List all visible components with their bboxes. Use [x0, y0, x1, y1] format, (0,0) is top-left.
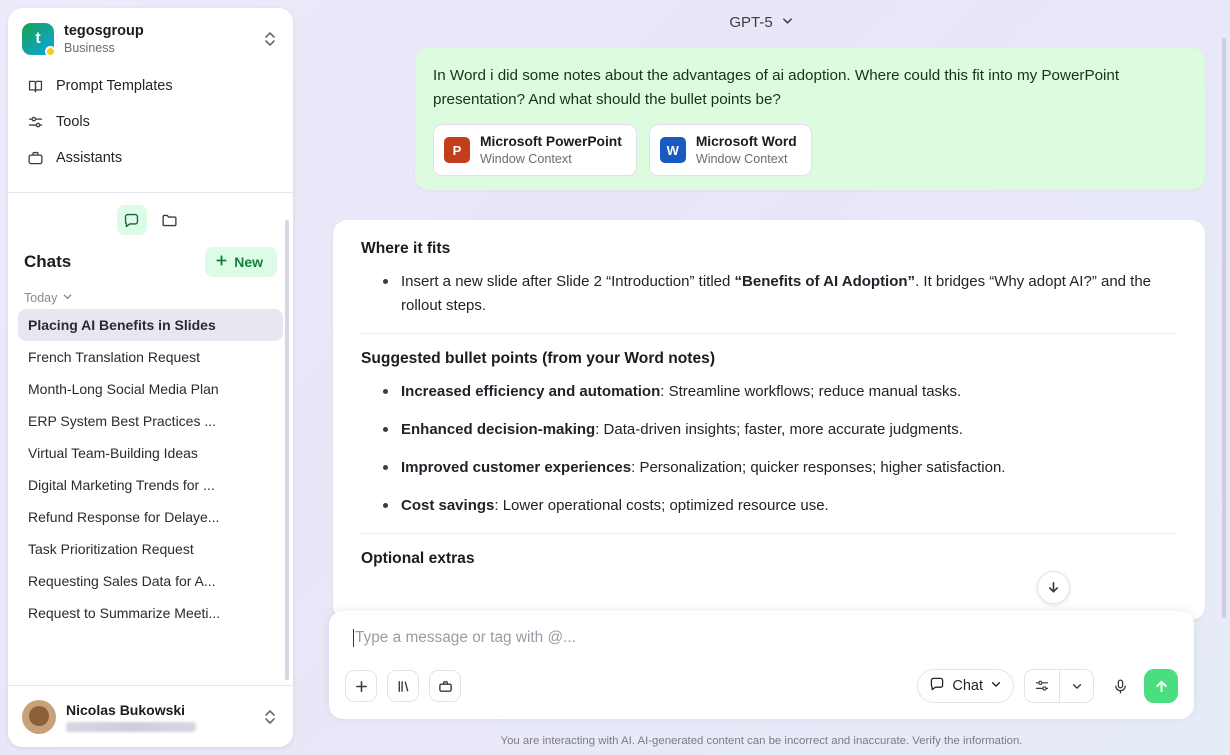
- bullet-text-part: Improved customer experiences: [401, 459, 632, 477]
- ai-disclaimer: You are interacting with AI. AI-generated content can be incorrect and inaccurate. Verify the information.: [500, 735, 1023, 747]
- chat-item-title: Request to Summarize Meeti...: [28, 605, 221, 622]
- sidebar-item-label: Assistants: [56, 150, 123, 167]
- chat-item-title: Task Prioritization Request: [28, 541, 194, 558]
- main-scrollbar[interactable]: [1222, 38, 1226, 618]
- chat-list: [8, 309, 293, 685]
- bullet-text-part: Increased efficiency and automation: [401, 382, 661, 400]
- list-item[interactable]: [18, 405, 283, 437]
- folders-tab[interactable]: [155, 205, 185, 235]
- context-card-subtitle: Window Context: [695, 152, 788, 167]
- list-item[interactable]: [18, 341, 283, 373]
- chevron-updown-icon[interactable]: [263, 708, 279, 726]
- list-item: [383, 418, 1177, 442]
- model-selector-row: [293, 0, 1230, 44]
- chevron-down-icon[interactable]: [1059, 670, 1093, 702]
- main-panel: [293, 0, 1230, 755]
- context-card-powerpoint[interactable]: [433, 124, 637, 176]
- chat-mode-label: Chat: [952, 678, 983, 694]
- organization-switcher[interactable]: [8, 8, 293, 66]
- bullet-text-part: . It bridges “Why adopt AI?” and the rollout steps.: [401, 273, 1152, 315]
- sidebar-nav: [8, 66, 293, 186]
- list-item[interactable]: [18, 373, 283, 405]
- bullet-text-part: Insert a new slide after Slide 2 “Introduction” titled: [401, 273, 735, 290]
- sidebar-view-tabs: [8, 193, 293, 243]
- sidebar-scrollbar[interactable]: [285, 220, 289, 680]
- new-chat-button[interactable]: [205, 247, 277, 277]
- sidebar-item-tools[interactable]: [18, 104, 283, 140]
- word-icon-letter: W: [666, 142, 679, 158]
- organization-plan: Business: [64, 41, 115, 56]
- bullet-text-part: Enhanced decision-making: [401, 420, 596, 438]
- chevron-down-icon: [781, 14, 794, 31]
- list-item[interactable]: [18, 501, 283, 533]
- chevron-down-icon: [62, 291, 73, 305]
- assistant-answer-card: [333, 220, 1205, 620]
- user-message-bubble: [415, 48, 1205, 190]
- list-item: [383, 456, 1177, 480]
- organization-avatar-initial: t: [35, 30, 41, 48]
- organization-name: tegosgroup: [64, 23, 144, 39]
- chat-item-title: Digital Marketing Trends for ...: [28, 477, 215, 494]
- answer-section-heading: Suggested bullet points (from your Word notes): [361, 349, 716, 367]
- list-item[interactable]: [18, 565, 283, 597]
- chat-item-title: ERP System Best Practices ...: [28, 413, 217, 430]
- text-caret: [353, 629, 354, 647]
- list-item[interactable]: [18, 533, 283, 565]
- chat-item-title: Month-Long Social Media Plan: [28, 381, 219, 398]
- settings-sliders-icon[interactable]: [1025, 670, 1059, 702]
- chat-item-title: French Translation Request: [28, 349, 200, 366]
- microphone-icon[interactable]: [1104, 670, 1136, 702]
- sidebar-item-label: Tools: [56, 114, 90, 131]
- list-item[interactable]: [18, 469, 283, 501]
- bullet-text-part: : Streamline workflows; reduce manual tasks.: [660, 382, 962, 400]
- word-icon: [660, 137, 686, 163]
- attach-plus-button[interactable]: [345, 670, 377, 702]
- list-item: [383, 380, 1177, 404]
- answer-bullet-list-1: [361, 270, 1177, 319]
- chat-item-title: Requesting Sales Data for A...: [28, 573, 216, 590]
- list-item: [383, 494, 1177, 518]
- organization-avatar: [22, 23, 54, 55]
- chats-group-header[interactable]: [8, 283, 293, 309]
- bullet-text-part: “Benefits of AI Adoption”: [734, 273, 916, 290]
- sliders-icon: [26, 113, 44, 131]
- toolbox-button[interactable]: [429, 670, 461, 702]
- answer-divider: [361, 533, 1177, 534]
- answer-divider: [361, 333, 1177, 334]
- list-item: [383, 270, 1177, 319]
- avatar: [22, 700, 56, 734]
- chat-mode-selector[interactable]: [917, 669, 1014, 703]
- sidebar-item-prompt-templates[interactable]: [18, 68, 283, 104]
- plus-icon: [215, 254, 228, 270]
- sidebar: [8, 8, 293, 747]
- chats-group-label: Today: [24, 291, 58, 306]
- user-message-text: In Word i did some notes about the advantages of ai adoption. Where could this fit into my PowerPoint presentation? And what should the bullet points be?: [433, 67, 1120, 108]
- bullet-text-part: Cost savings: [401, 497, 495, 515]
- chats-tab[interactable]: [117, 205, 147, 235]
- status-dot-icon: [45, 46, 56, 57]
- powerpoint-icon-letter: P: [452, 142, 462, 158]
- user-email-redacted: [66, 722, 196, 732]
- chevron-down-icon: [990, 678, 1002, 694]
- answer-section-heading: Where it fits: [361, 240, 451, 257]
- composer-settings-group: [1024, 669, 1094, 703]
- chat-item-title: Refund Response for Delaye...: [28, 509, 220, 526]
- library-button[interactable]: [387, 670, 419, 702]
- context-card-title: Microsoft PowerPoint: [480, 134, 622, 150]
- chat-item-title: Virtual Team-Building Ideas: [28, 445, 198, 462]
- message-input[interactable]: [345, 625, 1178, 647]
- context-card-row: [433, 124, 1187, 176]
- answer-bullet-list-2: [361, 380, 1177, 519]
- organization-text: [64, 22, 253, 56]
- sidebar-item-label: Prompt Templates: [56, 78, 173, 95]
- bullet-text-part: : Data-driven insights; faster, more accurate judgments.: [595, 420, 963, 438]
- context-card-title: Microsoft Word: [695, 134, 797, 150]
- model-selector[interactable]: [719, 10, 803, 35]
- chevron-updown-icon[interactable]: [263, 30, 279, 48]
- composer-toolbar: [345, 669, 1178, 703]
- sidebar-item-assistants[interactable]: [18, 140, 283, 176]
- user-name: Nicolas Bukowski: [66, 701, 186, 718]
- new-chat-label: New: [234, 254, 263, 271]
- list-item[interactable]: [18, 597, 283, 629]
- briefcase-icon: [26, 149, 44, 167]
- bullet-text-part: : Lower operational costs; optimized resource use.: [494, 497, 829, 515]
- book-icon: [26, 77, 44, 95]
- list-item[interactable]: [18, 437, 283, 469]
- message-input-placeholder: Type a message or tag with @...: [355, 629, 576, 646]
- context-card-subtitle: Window Context: [480, 152, 572, 167]
- answer-section-heading: Optional extras: [361, 549, 475, 567]
- send-button[interactable]: [1144, 669, 1178, 703]
- list-item[interactable]: [18, 309, 283, 341]
- powerpoint-icon: [444, 137, 470, 163]
- chat-bubble-icon: [929, 676, 945, 696]
- model-name: GPT-5: [729, 13, 773, 31]
- bullet-text-part: : Personalization; quicker responses; higher satisfaction.: [631, 459, 1006, 477]
- chats-title: Chats: [24, 252, 72, 272]
- scroll-to-bottom-button[interactable]: [1037, 571, 1070, 604]
- chat-item-title: Placing AI Benefits in Slides: [28, 317, 216, 334]
- chats-header: [8, 243, 293, 283]
- message-composer: [329, 611, 1194, 719]
- context-card-word[interactable]: [649, 124, 812, 176]
- user-account-row[interactable]: [8, 685, 293, 747]
